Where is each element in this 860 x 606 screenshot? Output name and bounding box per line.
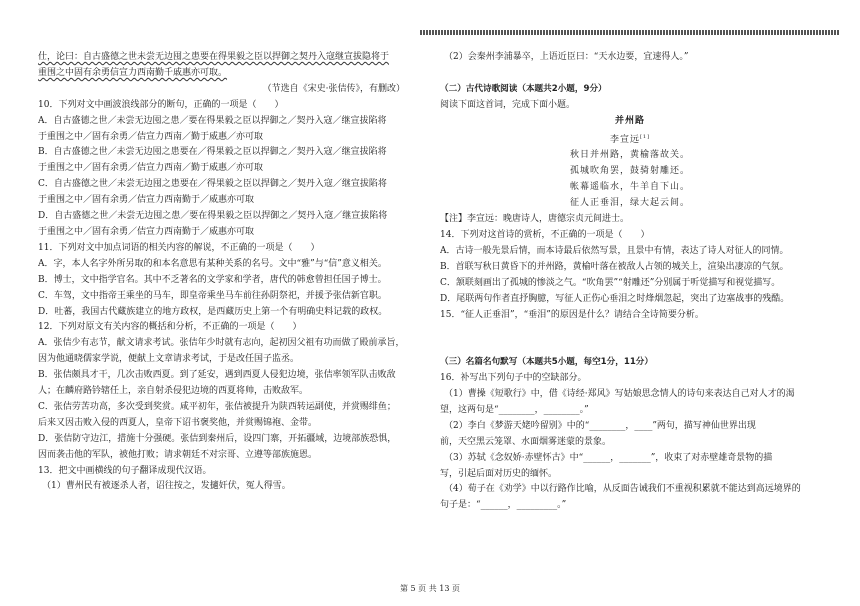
left-text-line: B．自古盛德之世／未尝无边囤之患要在／得果毅之臣以捍御之／契丹入寇／继宣拔陷将 xyxy=(38,147,387,158)
right-text-line: （2）会秦州李浦暴卒，上语近臣曰：“天水边要，宜速得人。” xyxy=(444,52,689,62)
left-text-line: 10．下列对文中画波浪线部分的断句，正确的一项是（ ） xyxy=(38,99,284,110)
right-text-line: （二）古代诗歌阅读（本题共2小题，9分） xyxy=(440,83,607,94)
left-text-line: 于重围之中／固有余勇／佶宣力西南／勤于威惠／亦可取 xyxy=(38,163,264,174)
right-text-line: 秋日并州路，黄榆落故关。 xyxy=(569,150,690,161)
left-text-line: A．张佶少有志节，献文请求考试。张佶年少时就有志向，起初因父祖有功而做了殿前承旨， xyxy=(38,338,405,349)
left-text-line: B．博士，文中指学官名。其中不乏著名的文学家和学者，唐代的韩愈曾担任国子博士。 xyxy=(38,274,387,285)
left-text-line: 仕，论曰：自古盛德之世未尝无边囤之患要在得果毅之臣以捍御之契丹入寇继宣拔隐将于 xyxy=(38,52,390,62)
left-text-line: C．车驾，文中指帝王乘坐的马车，即皇帝乘坐马车前往孙阴祭祀，并援予张佶新官职。 xyxy=(38,290,387,301)
right-text-line: 【注】李宣远：晚唐诗人，唐德宗贞元间进士。 xyxy=(440,214,630,225)
right-text-line: 并州路 xyxy=(614,115,645,126)
left-text-line: 因而袭击他的军队，被他打败；请求朝廷不对宗哥、立遵等部族施恩。 xyxy=(38,449,318,460)
left-text-line: 重围之中固有余勇信宣力西南勤千戚惠亦可取。 xyxy=(38,67,228,78)
right-text-line: 征人正垂泪，绿大起云间。 xyxy=(569,198,690,209)
right-text-line: 句子是：“______，_________。” xyxy=(440,500,567,511)
left-text-line: 因为他通晓儒家学说，便献上文章请求考试，于是改任国子监丞。 xyxy=(38,354,300,365)
left-text-line: B．张佶颇具才干，几次击败西夏。到了延安，遇到西夏人侵犯边境，张佶率领军队击败敌 xyxy=(38,370,396,381)
right-column xyxy=(440,50,820,514)
left-text-line: （1）曹州民有被逐杀人者，诏往按之，发擿奸伏，冤人得雪。 xyxy=(42,481,291,492)
right-text-line: 阅读下面这首词，完成下面小题。 xyxy=(440,99,576,110)
right-text-line: （1）曹操《短歌行》中，借《诗经·郑风》写姑娘思念情人的诗句来表达自己对人才的渴 xyxy=(444,389,795,400)
left-text-line: D．吐蕃，我国古代藏族建立的地方政权，是西藏历史上第一个有明确史料记载的政权。 xyxy=(38,306,388,317)
left-text-line: 于重围之中／固有余勇／佶宣力西南／勤于威惠／亦可取 xyxy=(38,131,264,142)
left-text-line: C．张佶劳苦功高，多次受到奖赏。咸平初年，张佶被提升为陕西转运副使，并赏赐绯鱼； xyxy=(38,401,396,412)
left-text-line: 人；在麟府路钤辖任上，亲自射杀侵犯边境的西夏将帅，击败敌军。 xyxy=(38,386,309,397)
left-text-line: 13．把文中画横线的句子翻译成现代汉语。 xyxy=(38,465,212,476)
left-text-line: 12．下列对原文有关内容的概括和分析，不正确的一项是（ ） xyxy=(38,322,302,333)
left-text-line: D．自古盛德之世／未尝无边囤之患／要在得果毅之臣以捍御之／契丹入寇／继宣拔陷将 xyxy=(38,211,388,222)
left-column xyxy=(38,50,413,495)
left-text-line: A．字，本人名字外所另取的和本名意思有某种关系的名号。文中“雅”与“信”意义相关。 xyxy=(38,258,387,269)
header-rule xyxy=(420,30,840,35)
page-footer: 第 5 页 共 13 页 xyxy=(400,584,460,593)
left-text-line: 后来又因击败入侵的西夏人，皇帝下诏书褒奖他，并赏赐锦袍、金带。 xyxy=(38,417,318,428)
left-text-line: 11．下列对文中加点词语的相关内容的解说，不正确的一项是（ ） xyxy=(38,242,320,253)
left-text-line: （节选自《宋史·张佶传》，有删改） xyxy=(262,83,405,94)
poem-note-mark: [1] xyxy=(639,133,651,140)
right-text-line: C．颔联刻画出了孤城的惨淡之气。“吹角罢”“射雕还”分别属于听觉描写和视觉描写。 xyxy=(440,277,781,288)
right-text-line: （三）名篇名句默写（本题共5小题，每空1分，11分） xyxy=(440,357,653,368)
right-text-line xyxy=(440,339,820,355)
right-text-line: （2）李白《梦游天姥吟留别》中的“________，____”两句，描写神仙世界出现 xyxy=(444,420,756,431)
right-text-line: 望，这两句是“________，________。” xyxy=(440,404,589,415)
right-text-line: 14．下列对这首诗的赏析，不正确的一项是（ ） xyxy=(440,229,650,240)
left-text-line: 于重围之中／固有余勇／佶宣力西南勤于／威惠亦可取 xyxy=(38,226,255,237)
right-text-line: 16．补写出下列句子中的空缺部分。 xyxy=(440,373,587,384)
right-text-line: （3）苏轼《念奴娇·赤壁怀古》中“______，_______”，收束了对赤壁雄奇景物的描 xyxy=(444,452,773,463)
right-text-line: 孤城吹角罢，鼓骑射雕还。 xyxy=(569,166,690,177)
left-text-line: 于重围之中／固有余勇／佶宣力西南勤于／威惠亦可取 xyxy=(38,195,255,206)
left-text-line: A．自古盛德之世／未尝无边囤之患／要在得果毅之臣以捍御之／契丹入寇／继宣拔陷将 xyxy=(38,115,387,126)
right-text-line xyxy=(440,323,820,339)
right-text-line: （4）荀子在《劝学》中以行路作比喻，从反面告诫我们不重视积累就不能达到高远境界的 xyxy=(444,484,801,495)
right-text-line: D．尾联两句作者直抒胸臆，写征人正伤心垂泪之时烽烟忽起，突出了边塞战事的残酷。 xyxy=(440,293,790,304)
right-text-line: 帐幕遥临水，牛羊自下山。 xyxy=(569,182,690,193)
right-text-line xyxy=(440,66,820,82)
right-text-line: 李宣远[1] xyxy=(609,133,651,145)
right-text-line: 前，天空黑云笼罩、水面烟雾迷蒙的景象。 xyxy=(440,436,612,447)
right-text-line: 写，引起后面对历史的缅怀。 xyxy=(440,468,558,479)
left-text-line: D．张佶防守边江，措施十分强硬。张佶到秦州后，设四门寨，开拓疆域，边境部族恐惧， xyxy=(38,433,397,444)
right-text-line: B．首联写秋日黄昏下的并州路，黄榆叶落在被敌人占领的城关上，渲染出凄凉的气氛。 xyxy=(440,261,789,272)
left-text-line: C．自古盛德之世／未尝无边囤之患要在／得果毅之臣以捍御之／契丹入寇／继宣拔陷将 xyxy=(38,179,387,190)
right-text-line: 15．“征人正垂泪”，“垂泪”的原因是什么？请结合全诗简要分析。 xyxy=(440,309,704,320)
right-text-line: A．古诗一般先景后情，而本诗最后依然写景，且景中有情，表达了诗人对征人的同情。 xyxy=(440,245,789,256)
